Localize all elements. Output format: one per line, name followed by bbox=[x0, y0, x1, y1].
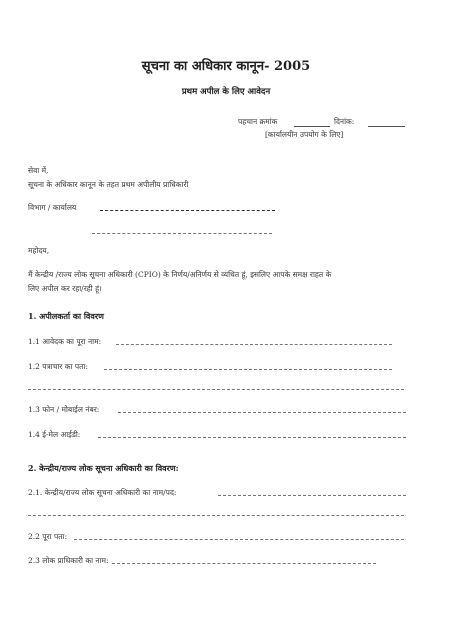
id-number-field[interactable] bbox=[294, 126, 330, 127]
correspondence-address-label: 1.2 पत्राचार का पता: bbox=[28, 362, 88, 371]
correspondence-address-field[interactable] bbox=[104, 369, 392, 370]
cpio-name-field[interactable] bbox=[218, 495, 406, 496]
email-label: 1.4 ई-मेल आईडी: bbox=[28, 430, 81, 439]
department-field[interactable] bbox=[100, 210, 275, 211]
address-to: सेवा में, bbox=[28, 166, 49, 175]
id-number-label: पहचान क्रमांक bbox=[238, 117, 278, 126]
correspondence-address-field-line2[interactable] bbox=[28, 389, 404, 390]
date-field[interactable] bbox=[368, 126, 405, 127]
public-authority-label: 2.3 लोक प्राधिकारी का नाम: bbox=[28, 556, 109, 565]
form-subtitle: प्रथम अपील के लिए आवेदन bbox=[181, 87, 271, 97]
phone-field[interactable] bbox=[118, 412, 406, 413]
cpio-name-field-line2[interactable] bbox=[28, 515, 404, 516]
department-field-line2[interactable] bbox=[92, 233, 272, 234]
section1-heading: 1. अपीलकर्ता का विवरण bbox=[28, 311, 104, 321]
public-authority-field[interactable] bbox=[112, 563, 376, 564]
appellate-authority: सूचना के अधिकार कानून के तहत प्रथम अपीलीय प्राधिकारी bbox=[28, 180, 189, 189]
applicant-name-label: 1.1 आवेदक का पूरा नाम: bbox=[28, 337, 102, 346]
cpio-name-label: 2.1. केन्द्रीय/राज्य लोक सूचना अधिकारी का नाम/पद: bbox=[28, 488, 177, 497]
phone-label: 1.3 फोन / मोबाईल नंबर: bbox=[28, 405, 100, 414]
appeal-paragraph-line1: मैं केन्द्रीय /राज्य लोक सूचना अधिकारी (CPIO) के निर्णय/अनिर्णय से व्यथित हूं, इसलिए आपके समक्ष राहत के bbox=[28, 270, 332, 279]
date-label: दिनांक: bbox=[334, 117, 355, 126]
full-address-field[interactable] bbox=[74, 539, 404, 540]
section2-heading: 2. केन्द्रीय/राज्य लोक सूचना अधिकारी का विवरण: bbox=[28, 463, 179, 473]
form-title: सूचना का अधिकार कानून- 2005 bbox=[141, 59, 311, 74]
applicant-name-field[interactable] bbox=[116, 344, 392, 345]
email-field[interactable] bbox=[98, 437, 406, 438]
department-label: विभाग / कार्यालय bbox=[28, 203, 77, 212]
salutation: महोदय, bbox=[28, 246, 50, 255]
office-use-note: [कार्यालयीन उपयोग के लिए] bbox=[265, 130, 344, 139]
appeal-paragraph-line2: लिए अपील कर रहा/रही हूं। bbox=[28, 284, 102, 293]
full-address-label: 2.2 पूरा पता: bbox=[28, 532, 67, 541]
